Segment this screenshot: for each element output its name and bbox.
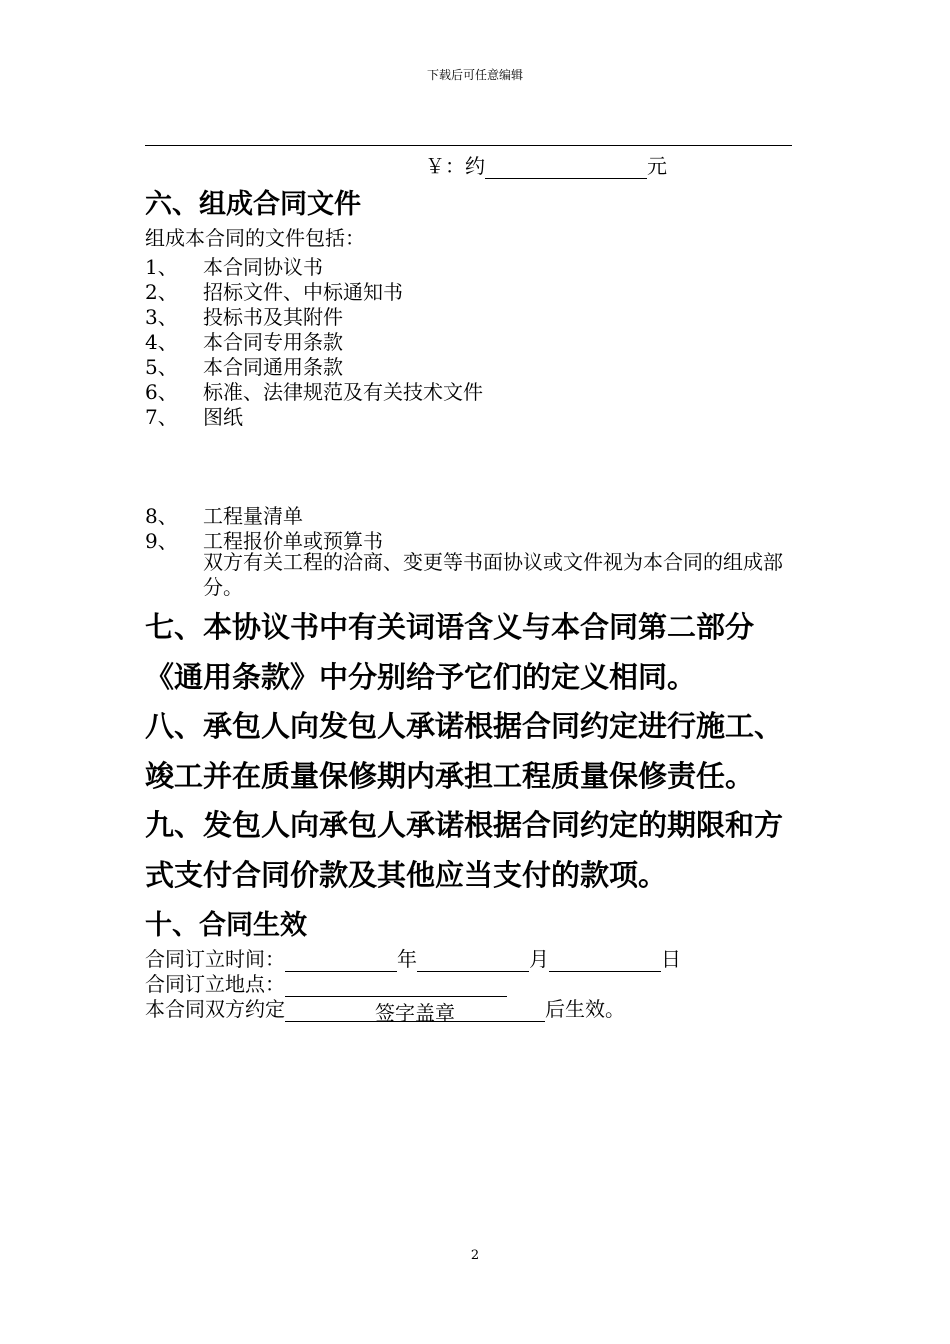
list-item-number: 1、	[145, 255, 178, 279]
section-6-note: 双方有关工程的洽商、变更等书面协议或文件视为本合同的组成部分。	[203, 550, 783, 599]
year-blank	[285, 951, 397, 972]
month-blank	[417, 951, 529, 972]
section-8-text: 八、承包人向发包人承诺根据合同约定进行施工、竣工并在质量保修期内承担工程质量保修责任。	[145, 709, 784, 793]
list-item-text: 图纸	[203, 405, 243, 429]
section-10-heading: 十、合同生效	[145, 910, 307, 941]
page-header: 下载后可任意编辑	[426, 68, 523, 82]
list-item-number: 2、	[145, 280, 178, 304]
section-9-text: 九、发包人向承包人承诺根据合同约定的期限和方式支付合同价款及其他应当支付的款项。	[145, 808, 784, 892]
signing-time-line	[145, 947, 681, 972]
day-blank	[549, 951, 661, 972]
list-item-number: 8、	[145, 504, 178, 528]
signing-place-label: 合同订立地点：	[145, 972, 285, 996]
list-item-text: 本合同通用条款	[203, 355, 343, 379]
list-item-text: 本合同协议书	[203, 255, 323, 279]
list-item-number: 9、	[145, 529, 178, 553]
amount-blank	[485, 158, 647, 179]
section-7-text: 七、本协议书中有关词语含义与本合同第二部分《通用条款》中分别给予它们的定义相同。	[145, 610, 755, 694]
amount-suffix: 元	[647, 154, 667, 178]
list-item-number: 3、	[145, 305, 178, 329]
effective-prefix: 本合同双方约定	[145, 997, 285, 1021]
list-item-text: 标准、法律规范及有关技术文件	[203, 380, 483, 404]
day-label: 日	[661, 947, 681, 971]
signing-time-label: 合同订立时间：	[145, 947, 285, 971]
list-item-number: 5、	[145, 355, 178, 379]
list-item-text: 本合同专用条款	[203, 330, 343, 354]
place-blank	[285, 976, 507, 997]
section-6-intro: 组成本合同的文件包括：	[145, 226, 365, 250]
list-item-text: 工程量清单	[203, 504, 303, 528]
year-label: 年	[397, 947, 417, 971]
list-item-number: 6、	[145, 380, 178, 404]
month-label: 月	[529, 947, 549, 971]
list-item-text: 工程报价单或预算书	[203, 529, 383, 553]
signing-place-line	[145, 972, 507, 997]
section-6-heading: 六、组成合同文件	[145, 189, 361, 220]
amount-prefix: ￥：约	[425, 154, 485, 178]
list-item-number: 4、	[145, 330, 178, 354]
fill-in-line	[145, 145, 792, 146]
list-item-text: 招标文件、中标通知书	[203, 280, 403, 304]
page-number: 2	[470, 1248, 480, 1263]
list-item-number: 7、	[145, 405, 178, 429]
effective-suffix: 后生效。	[545, 997, 625, 1021]
list-item-text: 投标书及其附件	[203, 305, 343, 329]
effective-clause-line	[145, 997, 625, 1025]
effective-condition: 签字盖章	[285, 1001, 545, 1022]
contract-amount-line	[425, 150, 667, 179]
